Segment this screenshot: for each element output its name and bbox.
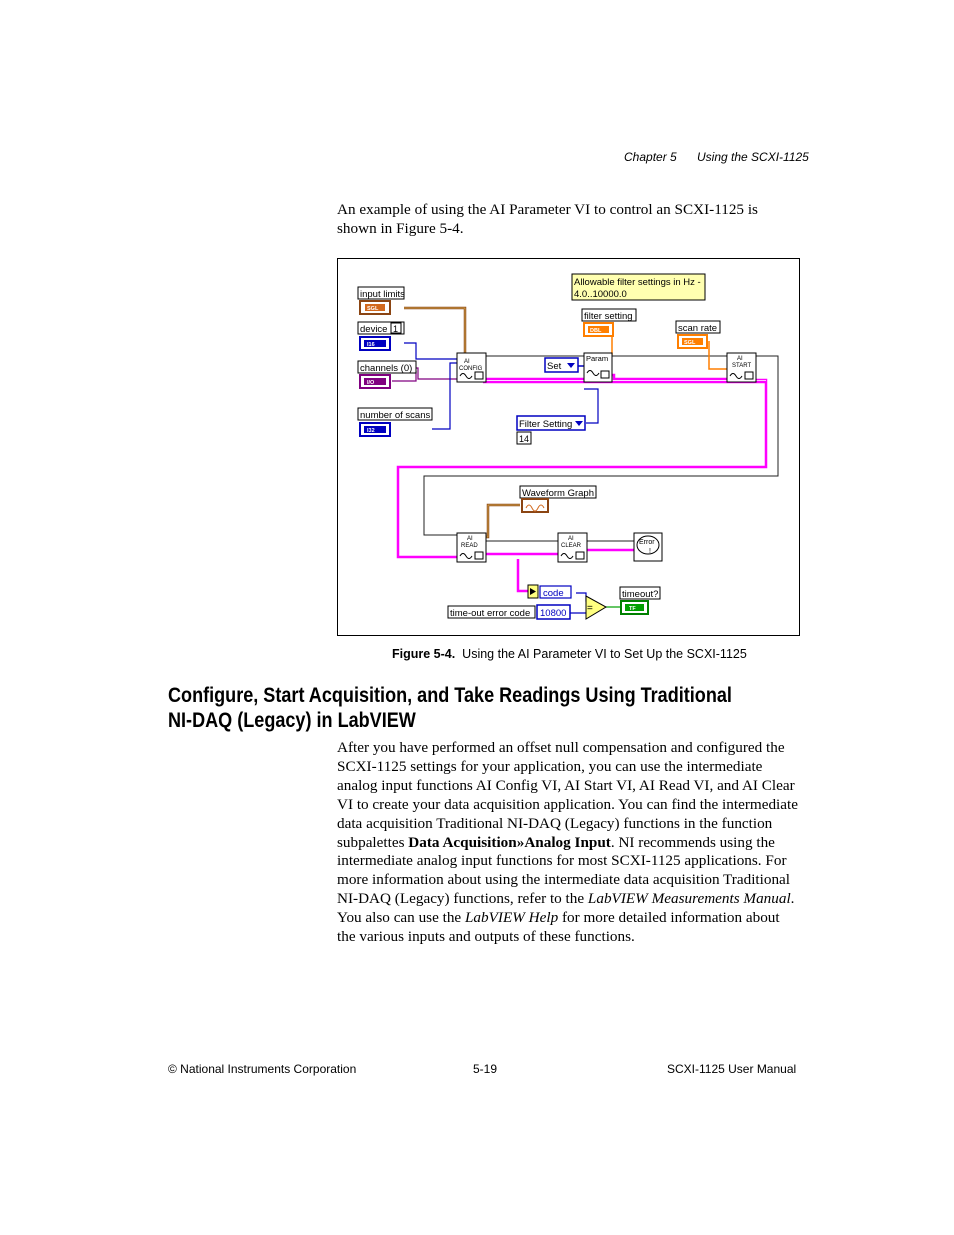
waveform-graph-terminal[interactable] xyxy=(522,499,548,512)
paragraph-text-3: . You also can use the xyxy=(337,890,795,927)
allowable-line2: 4.0..10000.0 xyxy=(574,289,627,300)
ai-clear-label: CLEAR xyxy=(561,543,582,549)
section-heading-line1: Configure, Start Acquisition, and Take Readings Using Traditional xyxy=(168,684,732,707)
caption-text: Using the AI Parameter VI to Set Up the SCXI-1125 xyxy=(462,647,747,661)
ai-config-vi[interactable] xyxy=(457,353,486,382)
number-of-scans-label: number of scans xyxy=(360,410,431,421)
ai-clear-vi[interactable] xyxy=(558,533,587,562)
timeout-type: TF xyxy=(629,606,636,612)
svg-text:AI: AI xyxy=(568,536,574,542)
paragraph-text-2: . NI recommends using the intermediate analog input functions for most SCXI-1125 applications. For more information about using the intermediate data acquisition Traditional NI-DAQ (Legacy) functions, refer to the xyxy=(337,833,790,908)
figure-block-diagram xyxy=(337,258,800,636)
paragraph-text-1: After you have performed an offset null compensation and configured the SCXI-1125 settings for your application, you can use the intermediate analog input functions AI Config VI, AI Start VI, AI Read VI, and AI Clear VI to create your data acquisition application. You can find the intermediate data acquisition Traditional NI-DAQ (Legacy) functions in the function subpalettes xyxy=(337,739,798,851)
svg-text:CONFIG: CONFIG xyxy=(459,366,483,372)
svg-text:AI: AI xyxy=(467,536,473,542)
filter-setting-label: filter setting xyxy=(584,311,633,322)
waveform-graph-label: Waveform Graph xyxy=(522,488,594,499)
device-type: I16 xyxy=(367,342,375,348)
ai-start-vi[interactable] xyxy=(727,353,756,382)
allowable-line1: Allowable filter settings in Hz - xyxy=(574,277,701,288)
filter-setting-type: DBL xyxy=(590,328,602,334)
timeout-label: timeout? xyxy=(622,589,659,600)
filter-enum-value: 14 xyxy=(519,434,530,444)
device-label: device xyxy=(360,324,388,335)
channels-type: I/O xyxy=(367,380,375,386)
timeout-code-value: 10800 xyxy=(540,608,567,619)
param-label: Param xyxy=(586,354,609,363)
footer-left: © National Instruments Corporation xyxy=(168,1062,357,1076)
error-handler-vi[interactable] xyxy=(634,533,662,561)
paragraph-italic-manual: LabVIEW Measurements Manual xyxy=(587,890,791,908)
paragraph-bold-menu: Data Acquisition»Analog Input xyxy=(408,833,611,851)
error-label: Error xyxy=(639,539,655,546)
device-value: 1 xyxy=(393,324,399,334)
exclamation-icon: ! xyxy=(649,548,651,555)
code-label: code xyxy=(543,588,564,599)
input-limits-type: SGL xyxy=(367,306,379,312)
timeout-code-label: time-out error code xyxy=(450,608,531,619)
paragraph-text-4: for more detailed information about the various inputs and outputs of these functions. xyxy=(337,909,780,946)
footer-right: SCXI-1125 User Manual xyxy=(667,1062,797,1076)
figure-caption xyxy=(392,647,747,661)
intro-paragraph: An example of using the AI Parameter VI to control an SCXI-1125 is shown in Figure 5-4. xyxy=(337,201,758,237)
footer-page-number: 5-19 xyxy=(473,1062,498,1076)
svg-text:AI: AI xyxy=(737,356,743,362)
ai-read-label: READ xyxy=(461,543,478,549)
filter-enum-label: Filter Setting xyxy=(519,419,573,430)
equals-icon: = xyxy=(587,603,593,614)
header-section: Using the SCXI-1125 xyxy=(697,150,809,164)
ai-start-label: START xyxy=(732,363,752,369)
scan-rate-label: scan rate xyxy=(678,323,718,334)
ai-parameter-vi[interactable] xyxy=(584,353,612,382)
scan-rate-type: SGL xyxy=(684,340,696,346)
number-of-scans-type: I32 xyxy=(367,428,375,434)
header-chapter: Chapter 5 xyxy=(624,150,677,164)
channels-label: channels (0) xyxy=(360,363,413,374)
caption-label: Figure 5-4. xyxy=(392,647,456,661)
set-label: Set xyxy=(547,361,562,372)
section-paragraph xyxy=(337,739,800,947)
input-limits-label: input limits xyxy=(360,289,405,300)
block-diagram xyxy=(338,259,799,635)
ai-config-label: AI xyxy=(464,359,470,365)
section-heading xyxy=(168,683,770,733)
ai-read-vi[interactable] xyxy=(457,533,486,562)
paragraph-italic-help: LabVIEW Help xyxy=(464,909,559,927)
section-heading-line2: NI-DAQ (Legacy) in LabVIEW xyxy=(168,709,416,732)
